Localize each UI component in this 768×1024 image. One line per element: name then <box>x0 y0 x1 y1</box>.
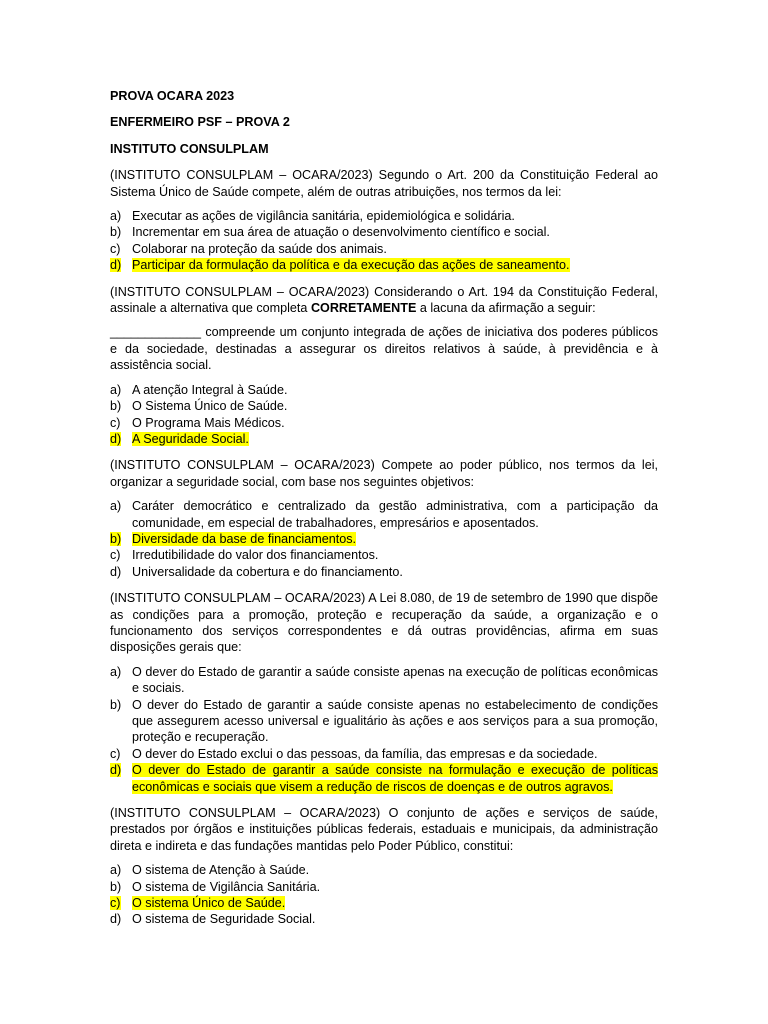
question-4-options <box>110 664 658 795</box>
option-letter: d) <box>110 258 122 273</box>
option-text: O dever do Estado de garantir a saúde consiste apenas no estabelecimento de condições que assegurem acesso universal e igualitário às ações e aos serviços para a sua promoção, proteção e recuperação. <box>132 697 658 745</box>
option-letter: d) <box>110 763 122 778</box>
exam-title: PROVA OCARA 2023 <box>110 89 235 103</box>
question-3-stem: (INSTITUTO CONSULPLAM – OCARA/2023) Compete ao poder público, nos termos da lei, organizar a seguridade social, com base nos seguintes objetivos: <box>110 458 658 489</box>
option-letter: a) <box>110 382 122 397</box>
question-4 <box>110 590 658 795</box>
option-text: O sistema de Atenção à Saúde. <box>132 863 310 878</box>
option-c-highlighted <box>110 895 658 911</box>
option-letter: a) <box>110 664 122 679</box>
option-d <box>110 564 658 580</box>
option-letter: a) <box>110 863 122 878</box>
option-b <box>110 398 658 414</box>
option-letter: d) <box>110 564 122 579</box>
option-text: O dever do Estado de garantir a saúde consiste apenas na execução de políticas econômicas e sociais. <box>132 664 658 696</box>
option-c <box>110 746 658 762</box>
option-text: O Programa Mais Médicos. <box>132 415 285 430</box>
option-letter: b) <box>110 531 122 546</box>
option-c <box>110 547 658 563</box>
option-c <box>110 241 658 257</box>
option-text: Colaborar na proteção da saúde dos animais. <box>132 241 387 256</box>
document-content <box>110 88 658 938</box>
option-d-highlighted <box>110 431 658 447</box>
option-text: O sistema de Vigilância Sanitária. <box>132 879 321 894</box>
option-letter: b) <box>110 879 122 894</box>
option-a <box>110 498 658 531</box>
option-letter: c) <box>110 746 121 761</box>
option-text-highlighted: Participar da formulação da política e da execução das ações de saneamento. <box>132 258 570 273</box>
option-letter: c) <box>110 548 121 563</box>
option-d <box>110 911 658 927</box>
option-text: O sistema de Seguridade Social. <box>132 912 316 927</box>
exam-subtitle: ENFERMEIRO PSF – PROVA 2 <box>110 115 290 130</box>
option-a <box>110 664 658 697</box>
option-a <box>110 208 658 224</box>
option-letter: c) <box>110 241 121 256</box>
question-5 <box>110 805 658 928</box>
option-letter: b) <box>110 697 122 712</box>
question-2-stem-end: a lacuna da afirmação a seguir: <box>416 301 596 316</box>
option-letter: d) <box>110 431 122 446</box>
exam-institution: INSTITUTO CONSULPLAM <box>110 141 269 156</box>
option-letter: b) <box>110 399 122 414</box>
option-text-highlighted: A Seguridade Social. <box>132 431 249 446</box>
question-1 <box>110 167 658 273</box>
question-1-stem: (INSTITUTO CONSULPLAM – OCARA/2023) Segundo o Art. 200 da Constituição Federal ao Sistema Único de Saúde compete, além de outras atribuições, nos termos da lei: <box>110 168 658 199</box>
option-b <box>110 224 658 240</box>
option-text: Universalidade da cobertura e do financiamento. <box>132 564 403 579</box>
option-letter: a) <box>110 499 122 514</box>
option-text: Incrementar em sua área de atuação o desenvolvimento científico e social. <box>132 225 550 240</box>
option-text: Irredutibilidade do valor dos financiamentos. <box>132 548 379 563</box>
question-2-statement: _____________ compreende um conjunto integrada de ações de iniciativa dos poderes públicos e da sociedade, destinadas a assegurar os direitos relativos à saúde, à previdência e à assistência social. <box>110 325 658 373</box>
option-text: Caráter democrático e centralizado da gestão administrativa, com a participação da comunidade, em especial de trabalhadores, empresários e aposentados. <box>132 499 658 530</box>
option-letter: c) <box>110 896 121 911</box>
option-text: Executar as ações de vigilância sanitária, epidemiológica e solidária. <box>132 209 515 224</box>
option-c <box>110 415 658 431</box>
option-b <box>110 879 658 895</box>
question-5-stem: (INSTITUTO CONSULPLAM – OCARA/2023) O conjunto de ações e serviços de saúde, prestados por órgãos e instituições públicas federais, estaduais e municipais, da administração direta e indireta e das fundações mantidas pelo Poder Público, constitui: <box>110 806 658 853</box>
option-letter: a) <box>110 209 122 224</box>
option-letter: c) <box>110 415 121 430</box>
question-1-options <box>110 208 658 274</box>
option-a <box>110 862 658 878</box>
option-text-highlighted: O dever do Estado de garantir a saúde consiste na formulação e execução de políticas econômicas e sociais que visem a redução de riscos de doenças e de outros agravos. <box>132 763 658 794</box>
option-text: O dever do Estado exclui o das pessoas, da família, das empresas e da sociedade. <box>132 746 598 761</box>
option-text-highlighted: Diversidade da base de financiamentos. <box>132 531 357 546</box>
option-letter: b) <box>110 225 122 240</box>
option-text-highlighted: O sistema Único de Saúde. <box>132 896 286 911</box>
option-b <box>110 697 658 746</box>
option-text: O Sistema Único de Saúde. <box>132 399 288 414</box>
question-4-stem: (INSTITUTO CONSULPLAM – OCARA/2023) A Lei 8.080, de 19 de setembro de 1990 que dispõe as condições para a promoção, proteção e recuperação da saúde, a organização e o funcionamento dos serviços correspondentes e dá outras providências, afirma em suas disposições gerais que: <box>110 591 658 655</box>
option-a <box>110 382 658 398</box>
question-2-options <box>110 382 658 448</box>
question-3-options <box>110 498 658 580</box>
question-3 <box>110 457 658 580</box>
option-b-highlighted <box>110 531 658 547</box>
question-2-stem-bold: CORRETAMENTE <box>310 301 417 316</box>
question-5-options <box>110 862 658 928</box>
question-2 <box>110 284 658 448</box>
option-d-highlighted <box>110 762 658 795</box>
option-d-highlighted <box>110 257 658 273</box>
option-text: A atenção Integral à Saúde. <box>132 382 288 397</box>
question-2-stem <box>110 284 658 317</box>
option-letter: d) <box>110 912 122 927</box>
question-2-stem-start: (INSTITUTO CONSULPLAM – OCARA/2023) Considerando o Art. 194 da Constituição Federal, assinale a alternativa que completa <box>110 284 658 316</box>
